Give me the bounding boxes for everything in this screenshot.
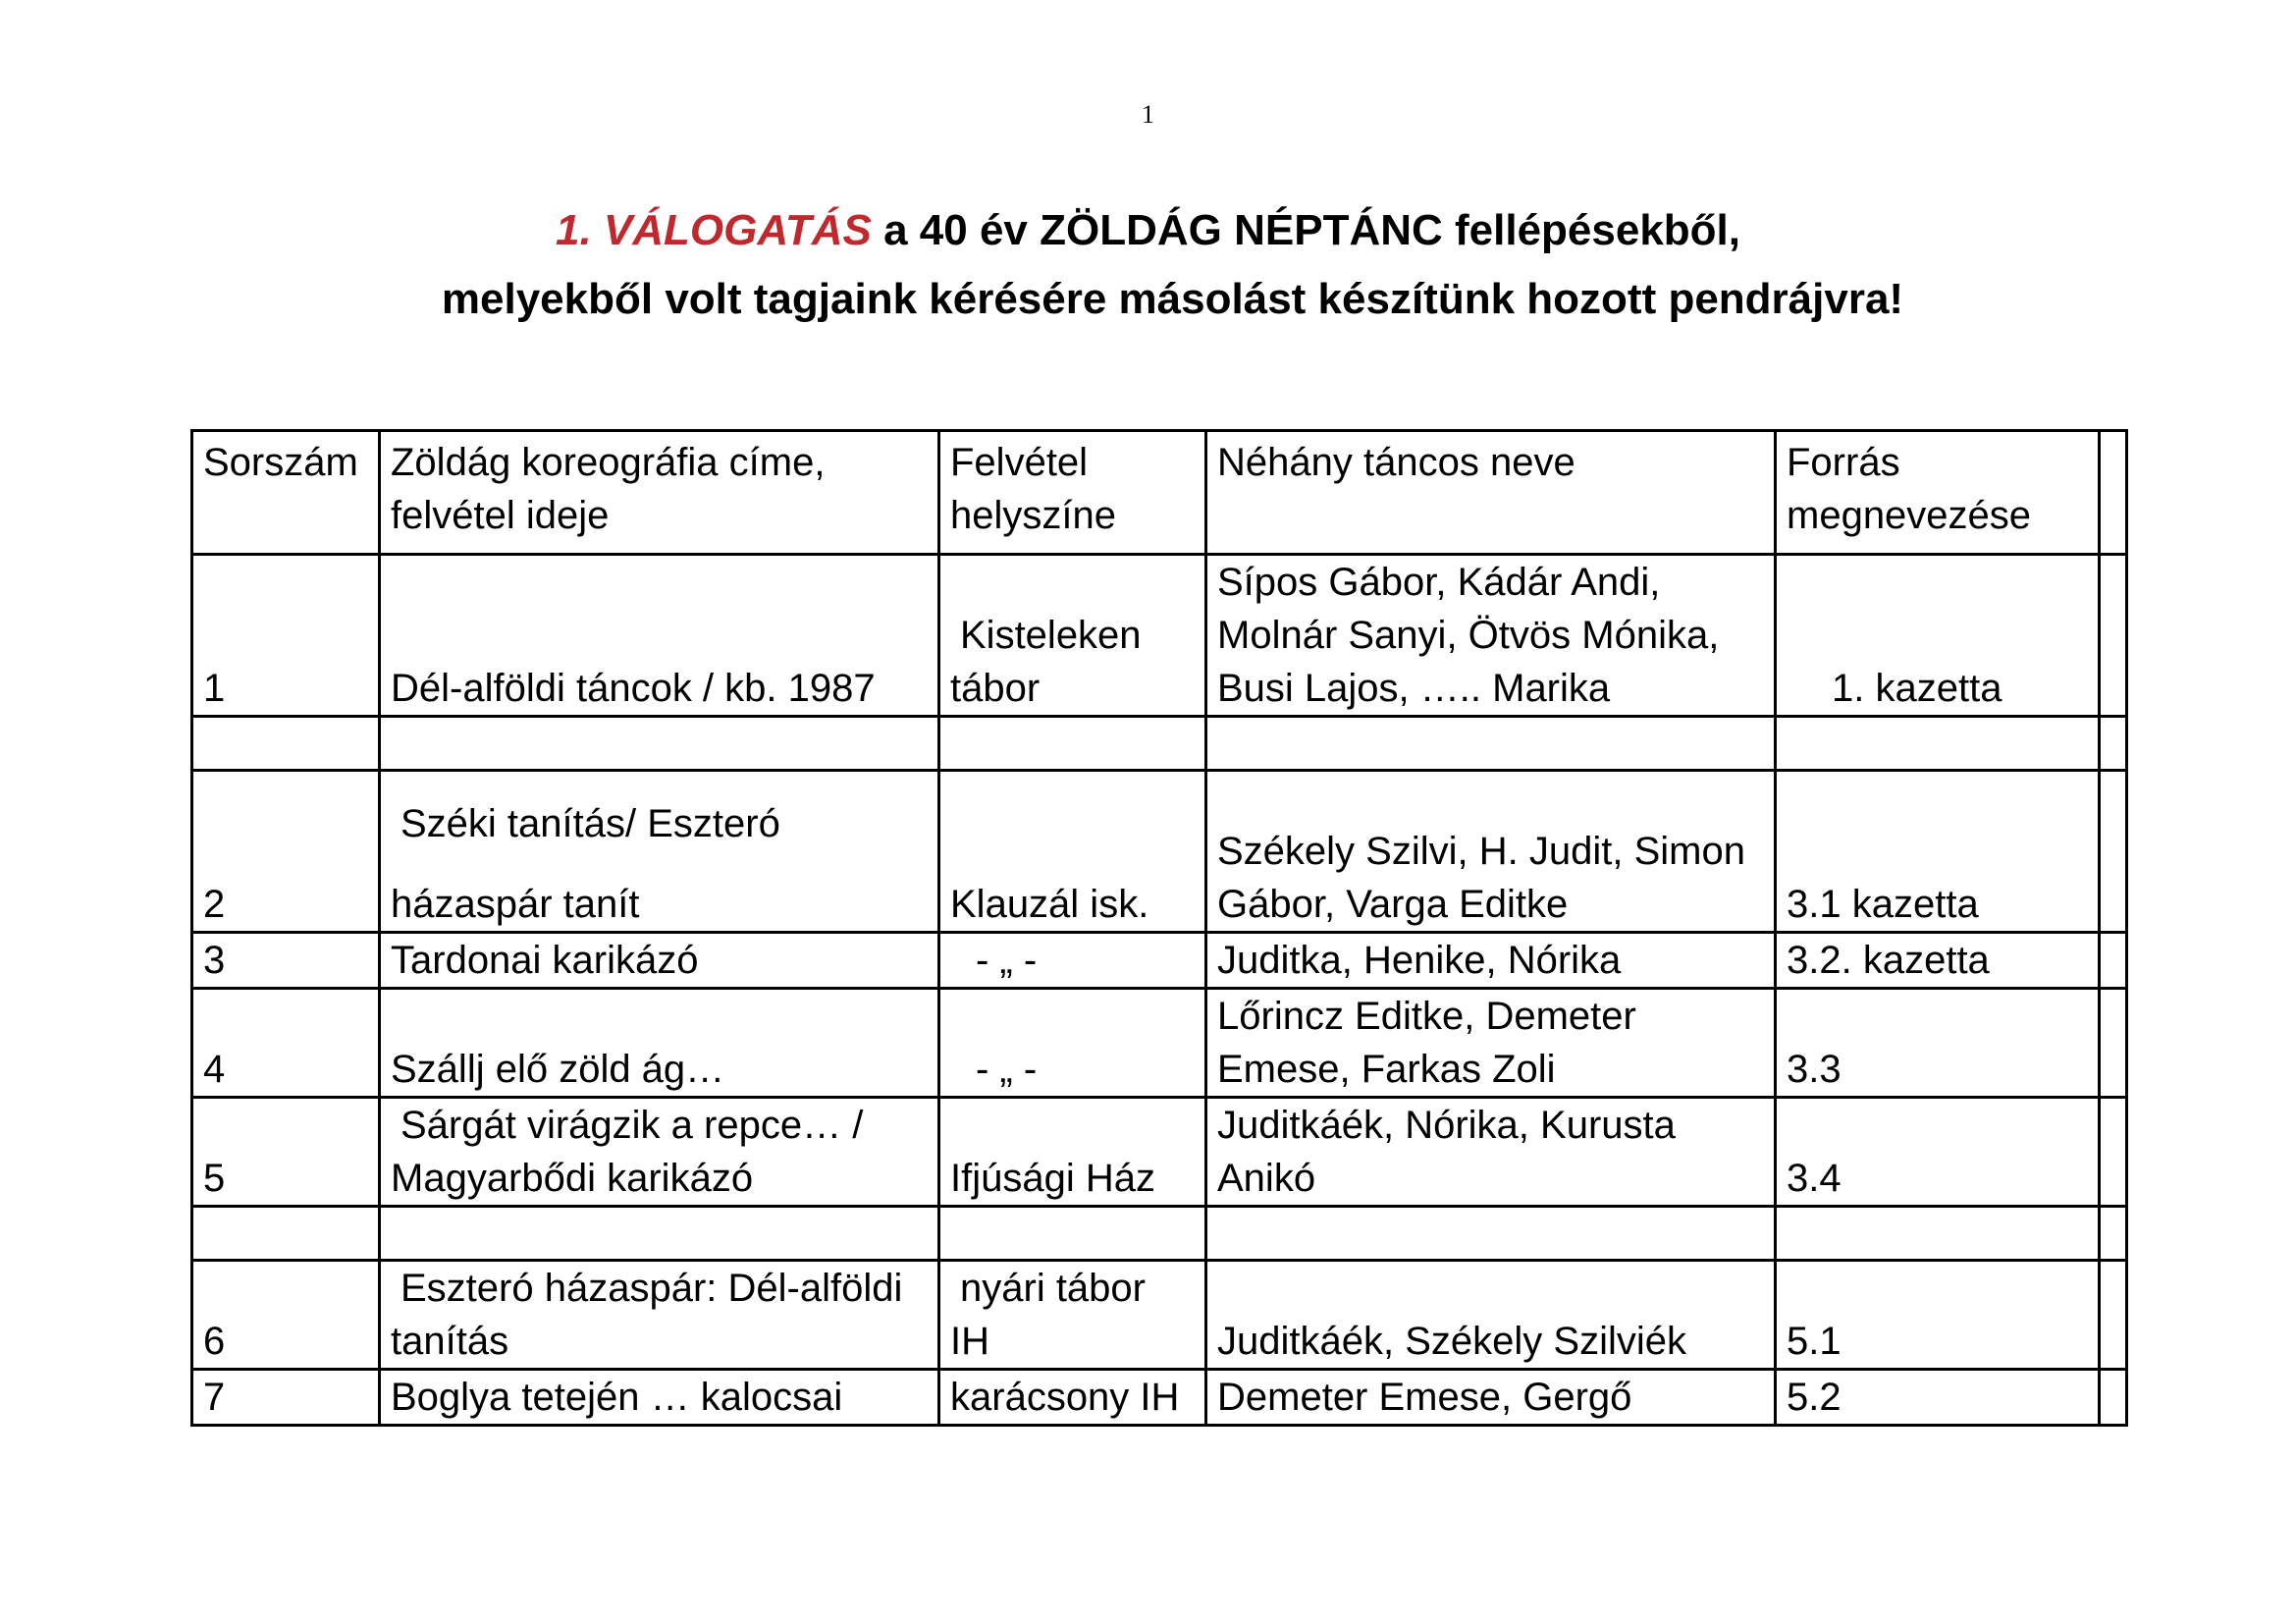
row-extra [2100, 933, 2127, 989]
row-extra [2100, 1098, 2127, 1207]
header-dancers [1206, 431, 1776, 555]
row-place-line1: Kisteleken [960, 614, 1142, 657]
table-row [192, 933, 2127, 989]
row-num: 6 [192, 1261, 380, 1370]
row-dancers [1206, 771, 1776, 933]
row-source: 3.2. kazetta [1776, 933, 2100, 989]
table-row-empty [192, 1207, 2127, 1261]
row-place: - „ - [939, 989, 1206, 1098]
header-source-line2: megnevezése [1787, 494, 2032, 537]
row-source: 3.3 [1776, 989, 2100, 1098]
header-num-label: Sorszám [203, 441, 358, 484]
header-title [380, 431, 939, 555]
header-place-line1: Felvétel [950, 441, 1089, 484]
title-line1-rest: a 40 év ZÖLDÁG NÉPTÁNC fellépésekből, [871, 206, 1741, 254]
table-row-empty [192, 717, 2127, 771]
row-dancers [1206, 555, 1776, 717]
row-num: 4 [192, 989, 380, 1098]
header-source-line1: Forrás [1787, 441, 1900, 484]
row-num: 5 [192, 1098, 380, 1207]
row-dancers-line2: Molnár Sanyi, Ötvös Mónika, [1217, 614, 1720, 657]
row-extra [2100, 771, 2127, 933]
row-title [380, 771, 939, 933]
table-row [192, 1370, 2127, 1426]
row-title [380, 1098, 939, 1207]
row-title-line2: tanítás [391, 1320, 509, 1363]
header-dancers-label: Néhány táncos neve [1217, 441, 1575, 484]
row-num: 1 [192, 555, 380, 717]
row-place [939, 1261, 1206, 1370]
empty-cell [192, 1207, 380, 1261]
row-extra [2100, 1370, 2127, 1426]
row-dancers [1206, 1098, 1776, 1207]
row-dancers-line1: Juditkáék, Nórika, Kurusta [1217, 1104, 1676, 1147]
page-number: 1 [1142, 100, 1154, 129]
row-dancers-line1: Lőrincz Editke, Demeter [1217, 995, 1636, 1038]
header-place [939, 431, 1206, 555]
row-extra [2100, 989, 2127, 1098]
table-row [192, 555, 2127, 717]
row-dancers-line3: Busi Lajos, ….. Marika [1217, 667, 1611, 710]
row-dancers: Juditka, Henike, Nórika [1206, 933, 1776, 989]
row-place: Klauzál isk. [939, 771, 1206, 933]
row-title-line1: Sárgát virágzik a repce… / [400, 1104, 864, 1147]
row-title: Tardonai karikázó [380, 933, 939, 989]
row-source: 5.2 [1776, 1370, 2100, 1426]
table-row [192, 989, 2127, 1098]
row-source: 3.4 [1776, 1098, 2100, 1207]
row-place: - „ - [939, 933, 1206, 989]
empty-cell [380, 717, 939, 771]
row-extra [2100, 555, 2127, 717]
row-place: Ifjúsági Ház [939, 1098, 1206, 1207]
empty-cell [939, 717, 1206, 771]
row-place-line1: nyári tábor [960, 1267, 1146, 1310]
empty-cell [192, 717, 380, 771]
row-title-line1: Eszteró házaspár: Dél-alföldi [400, 1267, 903, 1310]
row-title-line2: házaspár tanít [391, 883, 640, 926]
row-title: Dél-alföldi táncok / kb. 1987 [380, 555, 939, 717]
empty-cell [380, 1207, 939, 1261]
empty-cell [2100, 1207, 2127, 1261]
title-accent: 1. VÁLOGATÁS [555, 206, 872, 254]
row-source: 1. kazetta [1776, 555, 2100, 717]
row-dancers-line2: Anikó [1217, 1157, 1316, 1200]
row-source: 5.1 [1776, 1261, 2100, 1370]
row-num: 3 [192, 933, 380, 989]
table-row [192, 1098, 2127, 1207]
empty-cell [1206, 717, 1776, 771]
header-title-line1: Zöldág koreográfia címe, [391, 441, 826, 484]
row-dancers: Juditkáék, Székely Szilviék [1206, 1261, 1776, 1370]
header-num [192, 431, 380, 555]
row-source: 3.1 kazetta [1776, 771, 2100, 933]
row-place-line2: tábor [950, 667, 1041, 710]
header-title-line2: felvétel ideje [391, 494, 610, 537]
table-row [192, 771, 2127, 933]
row-extra [2100, 1261, 2127, 1370]
row-dancers-line2: Emese, Farkas Zoli [1217, 1048, 1556, 1091]
document-title [0, 196, 2296, 334]
row-dancers-line1: Sípos Gábor, Kádár Andi, [1217, 561, 1661, 604]
row-num: 2 [192, 771, 380, 933]
empty-cell [1206, 1207, 1776, 1261]
row-title [380, 1261, 939, 1370]
row-dancers [1206, 989, 1776, 1098]
header-extra [2100, 431, 2127, 555]
table-row [192, 1261, 2127, 1370]
recordings-table [190, 429, 2128, 1427]
table-header-row [192, 431, 2127, 555]
row-dancers-line1: Székely Szilvi, H. Judit, Simon [1217, 830, 1745, 873]
row-title: Szállj elő zöld ág… [380, 989, 939, 1098]
empty-cell [939, 1207, 1206, 1261]
row-title-line2: Magyarbődi karikázó [391, 1157, 754, 1200]
title-line2: melyekből volt tagjaink kérésére másolást készítünk hozott pendrájvra! [441, 275, 1904, 323]
row-dancers-line2: Gábor, Varga Editke [1217, 883, 1569, 926]
header-place-line2: helyszíne [950, 494, 1116, 537]
row-num: 7 [192, 1370, 380, 1426]
row-place [939, 555, 1206, 717]
empty-cell [1776, 1207, 2100, 1261]
empty-cell [2100, 717, 2127, 771]
row-dancers: Demeter Emese, Gergő [1206, 1370, 1776, 1426]
row-place: karácsony IH [939, 1370, 1206, 1426]
row-place-line2: IH [950, 1320, 989, 1363]
empty-cell [1776, 717, 2100, 771]
row-title-line1: Széki tanítás/ Eszteró [400, 802, 780, 845]
header-source [1776, 431, 2100, 555]
row-title: Boglya tetején … kalocsai [380, 1370, 939, 1426]
